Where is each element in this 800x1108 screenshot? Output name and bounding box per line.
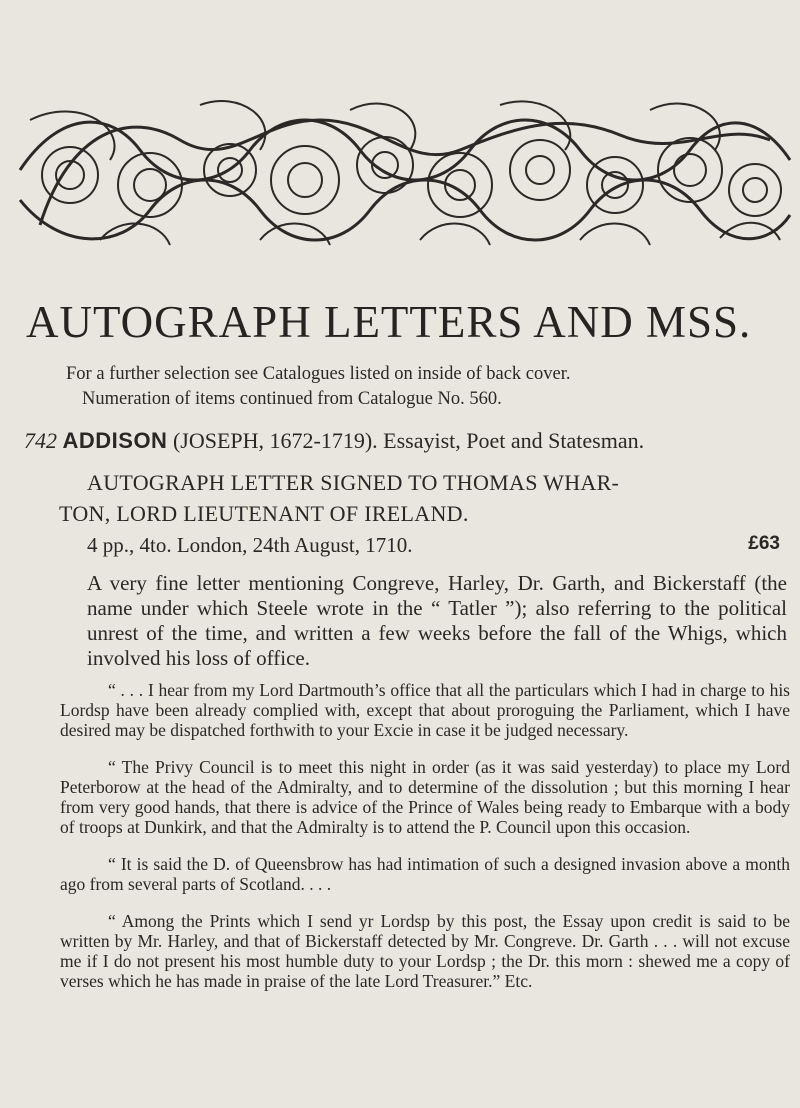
- item-title-line-1: AUTOGRAPH LETTER SIGNED TO THOMAS WHAR-: [87, 470, 620, 495]
- lot-number: 742: [24, 428, 57, 453]
- item-price: £63: [748, 533, 780, 554]
- quote-paragraph: “ . . . I hear from my Lord Dartmouth’s office that all the particulars which I had in charge to his Lordsp have been already complied with, except that about proroguing the Parliament, which I have desired may be dispatched forthwith to your Excie in case it be judged necessary.: [60, 680, 790, 740]
- intro-notes: [66, 362, 786, 412]
- quote-paragraph: “ It is said the D. of Queensbrow has had intimation of such a designed invasion above a month ago from several parts of Scotland. . . .: [60, 854, 790, 894]
- item-title-line-2: TON, LORD LIEUTENANT OF IRELAND.: [59, 501, 469, 526]
- lot-header: [24, 428, 794, 454]
- author-name: ADDISON: [62, 428, 168, 453]
- intro-line-numeration: Numeration of items continued from Catalogue No. 560.: [82, 389, 502, 409]
- intro-line-catalogues: For a further selection see Catalogues listed on inside of back cover.: [66, 364, 571, 384]
- author-details: (JOSEPH, 1672-1719). Essayist, Poet and Statesman.: [172, 428, 645, 453]
- quote-paragraph: “ The Privy Council is to meet this night in order (as it was said yesterday) to place my Lord Peterborow at the head of the Admiralty, and to determine of the dissolution ; but this morning I hear from very good hands, that there is advice of the Prince of Wales being ready to Embarque with a body of troops at Dunkirk, and that the Admiralty is to attend the P. Council upon this occasion.: [60, 757, 790, 837]
- item-description: A very fine letter mentioning Congreve, Harley, Dr. Garth, and Bickerstaff (the name under which Steele wrote in the “ Tatler ”); also referring to the political unrest of the time, and written a few weeks before the fall of the Whigs, which involved his loss of office.: [87, 571, 787, 670]
- decorative-scroll-ornament: [0, 0, 800, 250]
- page-title: AUTOGRAPH LETTERS AND MSS.: [26, 297, 752, 347]
- item-title: [59, 467, 787, 529]
- item-format: 4 pp., 4to. London, 24th August, 1710.: [87, 533, 413, 557]
- letter-quotations: [60, 680, 790, 1008]
- quote-paragraph: “ Among the Prints which I send yr Lordsp by this post, the Essay upon credit is said to be written by Mr. Harley, and that of Bickerstaff detected by Mr. Congreve. Dr. Garth . . . will not excuse me if I do not present his most humble duty to your Lordsp ; the Dr. this morn : shewed me a copy of verses which he has made in praise of the late Lord Treasurer.” Etc.: [60, 911, 790, 991]
